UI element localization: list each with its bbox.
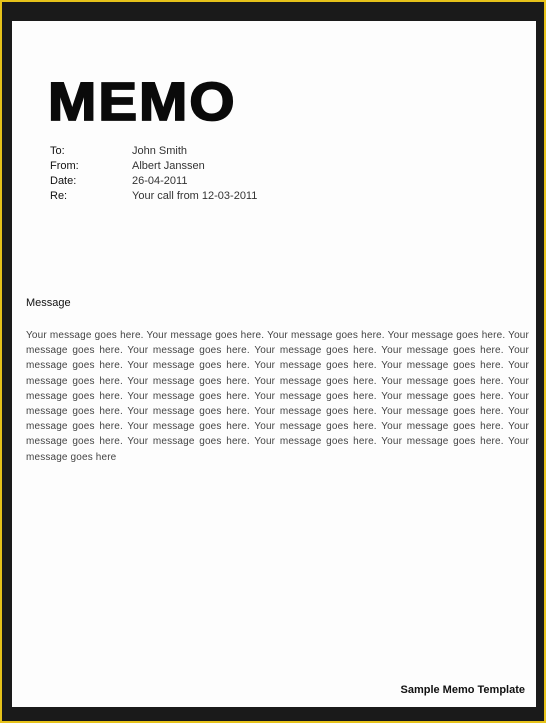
date-field xyxy=(50,174,257,189)
memo-page xyxy=(12,21,536,707)
footer-template-label: Sample Memo Template xyxy=(400,684,525,696)
from-field xyxy=(50,159,257,174)
from-value: Albert Janssen xyxy=(132,160,205,172)
memo-title: MEMO xyxy=(48,72,237,133)
from-label: From: xyxy=(50,160,79,172)
re-label: Re: xyxy=(50,190,68,202)
re-field xyxy=(50,189,257,204)
message-body: Your message goes here. Your message goes here. Your message goes here. Your message goes here. Your message goes here. Your message goes here. Your message goes here. Your message goes here. Your message goes here. Your message goes here. Your message goes here. Your message goes here. Your message goes here. Your message goes here. Your message goes here. Your message goes here. Your message goes here. Your message goes here. Your message goes here. Your message goes here. Your message goes here. Your message goes here. Your message goes here. Your message goes here. Your message goes here. Your message goes here. Your message goes here. Your message goes here. Your message goes here. Your message goes here. Your message goes here. Your message goes here. Your message goes here xyxy=(26,330,529,463)
to-label: To: xyxy=(50,145,65,157)
message-heading: Message xyxy=(26,297,71,309)
date-label: Date: xyxy=(50,175,77,187)
to-value: John Smith xyxy=(132,145,188,157)
date-value: 26-04-2011 xyxy=(132,175,188,187)
to-field xyxy=(50,144,257,159)
re-value: Your call from 12-03-2011 xyxy=(132,190,258,202)
memo-header-fields xyxy=(50,144,257,204)
